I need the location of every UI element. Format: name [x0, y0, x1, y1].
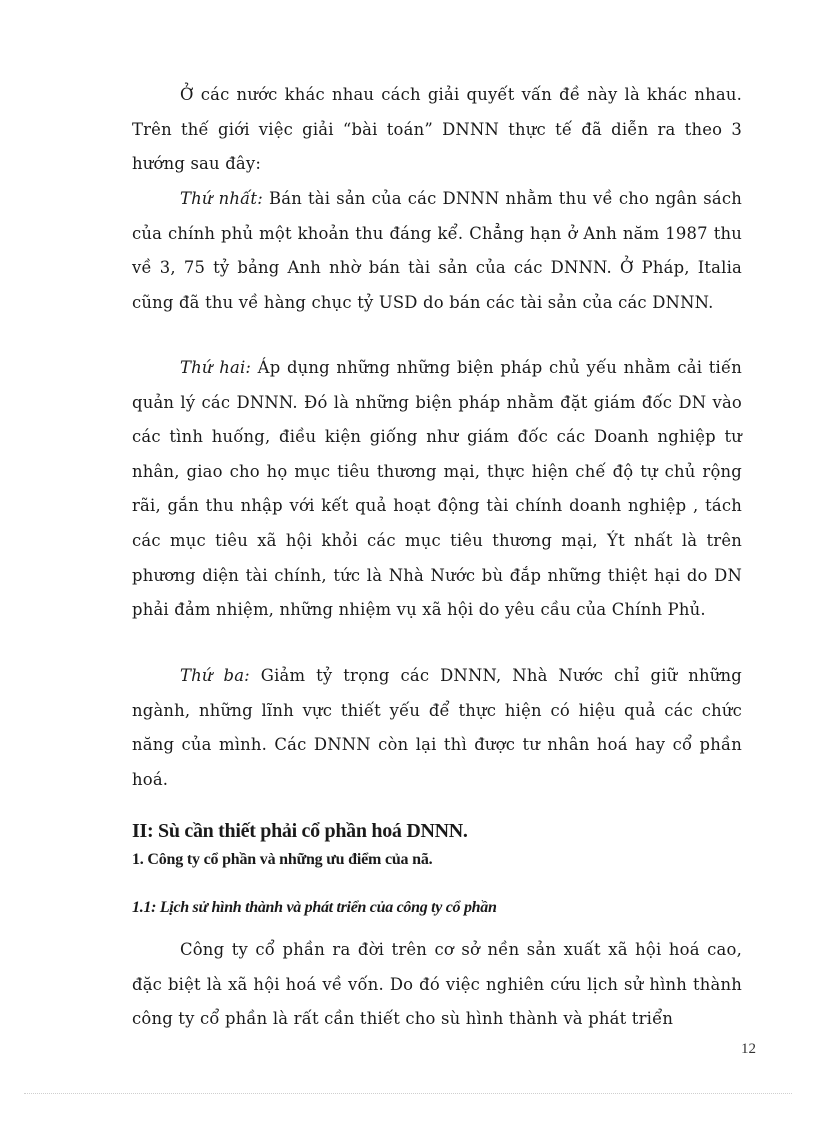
page-number: 12: [741, 1041, 756, 1057]
paragraph-history-text: Công ty cổ phần ra đời trên cơ sở nền sản xuất xã hội hoá cao, đặc biệt là xã hội hoá về vốn. Do đó việc nghiên cứu lịch sử hình thành công ty cổ phần là rất cần thiết cho sù hình thành và phát triển: [132, 940, 742, 1029]
paragraph-history: [132, 933, 742, 1037]
section-heading: II: Sù cần thiết phải cổ phần hoá DNNN.: [132, 820, 468, 842]
paragraph-first-direction: [132, 182, 742, 320]
paragraph-second-direction: [132, 351, 742, 628]
first-direction-label: Thứ nhất:: [180, 189, 263, 208]
second-direction-label: Thứ hai:: [180, 358, 252, 377]
paragraph-third-direction: [132, 659, 742, 797]
first-direction-text: Bán tài sản của các DNNN nhằm thu về cho ngân sách của chính phủ một khoản thu đáng kể. Chẳng hạn ở Anh năm 1987 thu về 3, 75 tỷ bảng Anh nhờ bán tài sản của các DNNN. Ở Pháp, Italia cũng đã thu về hàng chục tỷ USD do bán các tài sản của các DNNN.: [132, 189, 742, 312]
third-direction-text: Giảm tỷ trọng các DNNN, Nhà Nước chỉ giữ những ngành, những lĩnh vực thiết yếu để thực hiện có hiệu quả các chức năng của mình. Các DNNN còn lại thì được tư nhân hoá hay cổ phần hoá.: [132, 666, 742, 789]
footer-divider: [24, 1093, 792, 1094]
subsubsection-heading: 1.1: Lịch sử hình thành và phát triển của công ty cổ phần: [132, 899, 497, 916]
paragraph-intro-text: Ở các nước khác nhau cách giải quyết vấn đề này là khác nhau. Trên thế giới việc giải “bài toán” DNNN thực tế đã diễn ra theo 3 hướng sau đây:: [132, 85, 742, 174]
subsection-heading: 1. Công ty cổ phần và những ưu điểm của nã.: [132, 851, 433, 868]
paragraph-intro: [132, 78, 742, 182]
second-direction-text: Áp dụng những những biện pháp chủ yếu nhằm cải tiến quản lý các DNNN. Đó là những biện pháp nhằm đặt giám đốc DN vào các tình huống, điều kiện giống như giám đốc các Doanh nghiệp tư nhân, giao cho họ mục tiêu thương mại, thực hiện chế độ tự chủ rộng rãi, gắn thu nhập với kết quả hoạt động tài chính doanh nghiệp , tách các mục tiêu xã hội khỏi các mục tiêu thương mại, Ýt nhất là trên phương diện tài chính, tức là Nhà Nước bù đắp những thiệt hại do DN phải đảm nhiệm, những nhiệm vụ xã hội do yêu cầu của Chính Phủ.: [132, 358, 742, 620]
third-direction-label: Thứ ba:: [180, 666, 250, 685]
